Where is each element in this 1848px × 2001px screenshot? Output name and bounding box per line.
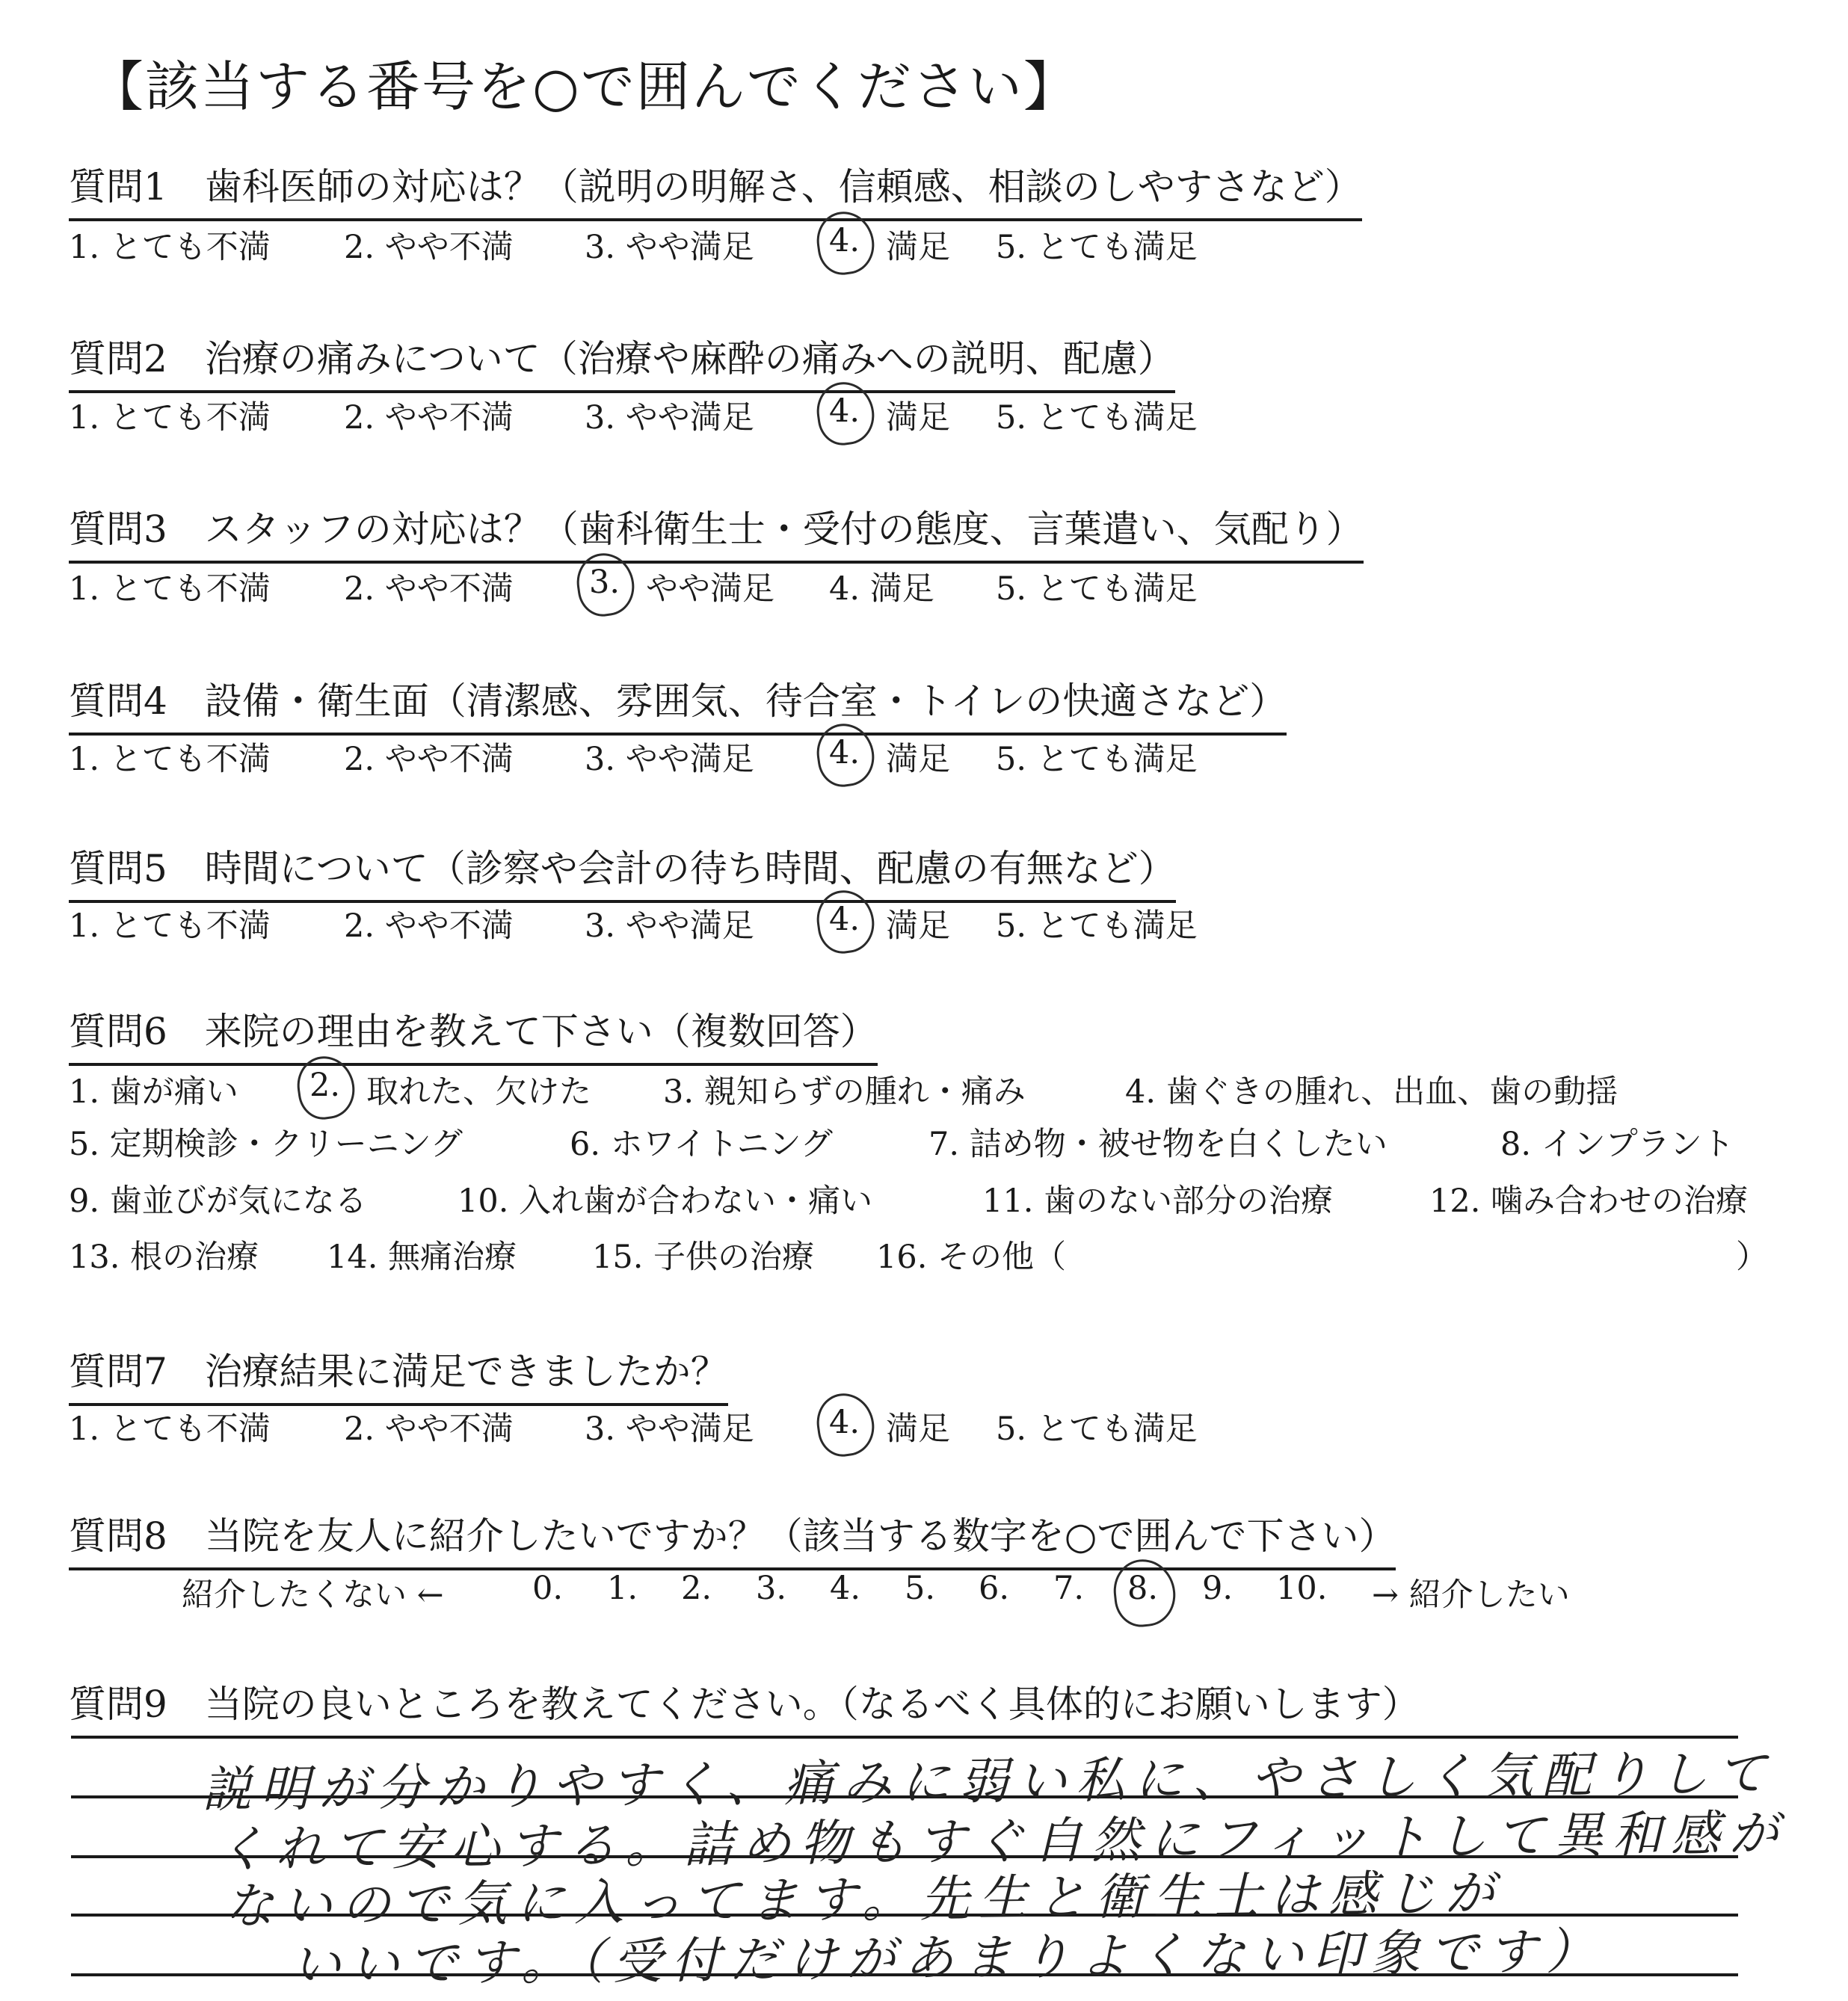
q7-option-3[interactable]: 3. やや満足 — [585, 1410, 754, 1448]
q6-selected-number: 2. — [309, 1067, 341, 1104]
question-7-title: 質問7 治療結果に満足できましたか？ — [69, 1342, 728, 1406]
q3-option-2[interactable]: 2. やや不満 — [344, 570, 514, 608]
q5-option-4-label: 満足 — [886, 907, 950, 945]
q3-selected-number: 3. — [589, 564, 620, 601]
handwritten-answer-line-3: ないので気に入ってます。先生と衛生士は感じが — [224, 1864, 1504, 1935]
q7-option-4-label: 満足 — [886, 1410, 950, 1448]
question-9-title: 質問9 当院の良いところを教えてください。（なるべく具体的にお願いします） — [69, 1683, 1420, 1726]
q8-scale-10[interactable]: 10. — [1276, 1570, 1328, 1607]
q8-scale-4[interactable]: 4. — [830, 1570, 861, 1607]
q2-option-4-circled[interactable] — [829, 392, 860, 430]
q6-option-12[interactable]: 12. 噛み合わせの治療 — [1429, 1183, 1749, 1220]
question-2-title: 質問2 治療の痛みについて（治療や麻酔の痛みへの説明、配慮） — [69, 329, 1175, 393]
q4-selected-number: 4. — [829, 734, 860, 771]
q6-option-6[interactable]: 6. ホワイトニング — [570, 1126, 833, 1163]
q5-option-2[interactable]: 2. やや不満 — [344, 907, 514, 945]
q6-option-5[interactable]: 5. 定期検診・クリーニング — [69, 1126, 463, 1163]
q6-option-11[interactable]: 11. 歯のない部分の治療 — [982, 1183, 1334, 1220]
q8-scale-8-circled[interactable]: 8. — [1127, 1570, 1159, 1607]
q2-option-3[interactable]: 3. やや満足 — [585, 399, 754, 437]
q7-option-5[interactable]: 5. とても満足 — [996, 1410, 1198, 1448]
q3-option-1[interactable]: 1. とても不満 — [69, 570, 271, 608]
q2-option-4-label: 満足 — [886, 399, 950, 437]
q8-scale-3[interactable]: 3. — [756, 1570, 787, 1607]
q4-option-4-circled[interactable] — [829, 734, 860, 771]
q3-option-4[interactable]: 4. 満足 — [829, 570, 934, 608]
q5-option-3[interactable]: 3. やや満足 — [585, 907, 754, 945]
q5-option-5[interactable]: 5. とても満足 — [996, 907, 1198, 945]
q6-option-15[interactable]: 15. 子供の治療 — [592, 1239, 815, 1276]
q6-option-13[interactable]: 13. 根の治療 — [69, 1239, 259, 1276]
q4-option-4-label: 満足 — [886, 741, 950, 778]
q1-option-4-circled[interactable] — [829, 222, 860, 259]
q6-option-14[interactable]: 14. 無痛治療 — [327, 1239, 517, 1276]
q7-option-4-circled[interactable] — [829, 1404, 860, 1441]
q1-option-5[interactable]: 5. とても満足 — [996, 229, 1198, 266]
handwritten-answer-line-1: 説明が分かりやすく、痛みに弱い私に、やさしく気配りして — [201, 1744, 1776, 1819]
q8-scale-6[interactable]: 6. — [979, 1570, 1010, 1607]
q2-option-1[interactable]: 1. とても不満 — [69, 399, 271, 437]
question-4-title: 質問4 設備・衛生面（清潔感、雰囲気、待合室・トイレの快適さなど） — [69, 671, 1287, 736]
q1-option-3[interactable]: 3. やや満足 — [585, 229, 754, 266]
q3-option-3-label: やや満足 — [646, 570, 774, 608]
question-8-title: 質問8 当院を友人に紹介したいですか？（該当する数字を○で囲んで下さい） — [69, 1506, 1396, 1570]
q8-scale-5[interactable]: 5. — [905, 1570, 936, 1607]
q3-option-5[interactable]: 5. とても満足 — [996, 570, 1198, 608]
q6-option-7[interactable]: 7. 詰め物・被せ物を白くしたい — [928, 1126, 1387, 1163]
q6-option-16-close-paren: ） — [1736, 1239, 1768, 1276]
q8-scale-7[interactable]: 7. — [1053, 1570, 1085, 1607]
q6-option-1[interactable]: 1. 歯が痛い — [69, 1073, 238, 1111]
q2-option-5[interactable]: 5. とても満足 — [996, 399, 1198, 437]
q6-option-10[interactable]: 10. 入れ歯が合わない・痛い — [458, 1183, 873, 1220]
q1-option-2[interactable]: 2. やや不満 — [344, 229, 514, 266]
q6-option-8[interactable]: 8. インプラント — [1500, 1126, 1734, 1163]
q6-option-16[interactable]: 16. その他（ — [876, 1239, 1067, 1276]
q5-option-4-circled[interactable] — [829, 901, 860, 938]
q4-option-3[interactable]: 3. やや満足 — [585, 741, 754, 778]
q4-option-1[interactable]: 1. とても不満 — [69, 741, 271, 778]
q8-scale-0[interactable]: 0. — [532, 1570, 564, 1607]
handwritten-answer-line-4: いいです。（受付だけがあまりよくない印象です） — [291, 1922, 1605, 1994]
q6-option-9[interactable]: 9. 歯並びが気になる — [69, 1183, 367, 1220]
q8-scale-2[interactable]: 2. — [681, 1570, 712, 1607]
q6-option-3[interactable]: 3. 親知らずの腫れ・痛み — [663, 1073, 1026, 1111]
q4-option-2[interactable]: 2. やや不満 — [344, 741, 514, 778]
q8-left-label: 紹介したくない ← — [182, 1576, 444, 1614]
question-3-title: 質問3 スタッフの対応は？（歯科衛生士・受付の態度、言葉遣い、気配り） — [69, 499, 1364, 564]
q5-selected-number: 4. — [829, 901, 860, 938]
q6-option-4[interactable]: 4. 歯ぐきの腫れ、出血、歯の動揺 — [1125, 1073, 1618, 1111]
handwritten-answer-line-2: くれて安心する。詰め物もすぐ自然にフィットして異和感が — [216, 1804, 1788, 1878]
q1-option-1[interactable]: 1. とても不満 — [69, 229, 271, 266]
q6-option-2-label: 取れた、欠けた — [366, 1073, 591, 1111]
q1-selected-number: 4. — [829, 222, 860, 259]
q6-option-2-circled[interactable] — [309, 1067, 340, 1104]
question-1-title: 質問1 歯科医師の対応は？（説明の明解さ、信頼感、相談のしやすさなど） — [69, 157, 1362, 221]
q5-option-1[interactable]: 1. とても不満 — [69, 907, 271, 945]
q3-option-3-circled[interactable] — [589, 564, 620, 601]
q4-option-5[interactable]: 5. とても満足 — [996, 741, 1198, 778]
page-instruction-header: 【該当する番号を○で囲んでください】 — [90, 55, 1079, 118]
q8-scale-9[interactable]: 9. — [1202, 1570, 1233, 1607]
q8-right-label: → 紹介したい — [1372, 1576, 1570, 1614]
q7-option-1[interactable]: 1. とても不満 — [69, 1410, 271, 1448]
q7-selected-number: 4. — [829, 1404, 860, 1441]
q2-selected-number: 4. — [829, 392, 860, 430]
question-6-title: 質問6 来院の理由を教えて下さい（複数回答） — [69, 1002, 878, 1066]
question-5-title: 質問5 時間について（診察や会計の待ち時間、配慮の有無など） — [69, 839, 1176, 903]
q1-option-4-label: 満足 — [886, 229, 950, 266]
q8-scale-1[interactable]: 1. — [607, 1570, 638, 1607]
q2-option-2[interactable]: 2. やや不満 — [344, 399, 514, 437]
q7-option-2[interactable]: 2. やや不満 — [344, 1410, 514, 1448]
